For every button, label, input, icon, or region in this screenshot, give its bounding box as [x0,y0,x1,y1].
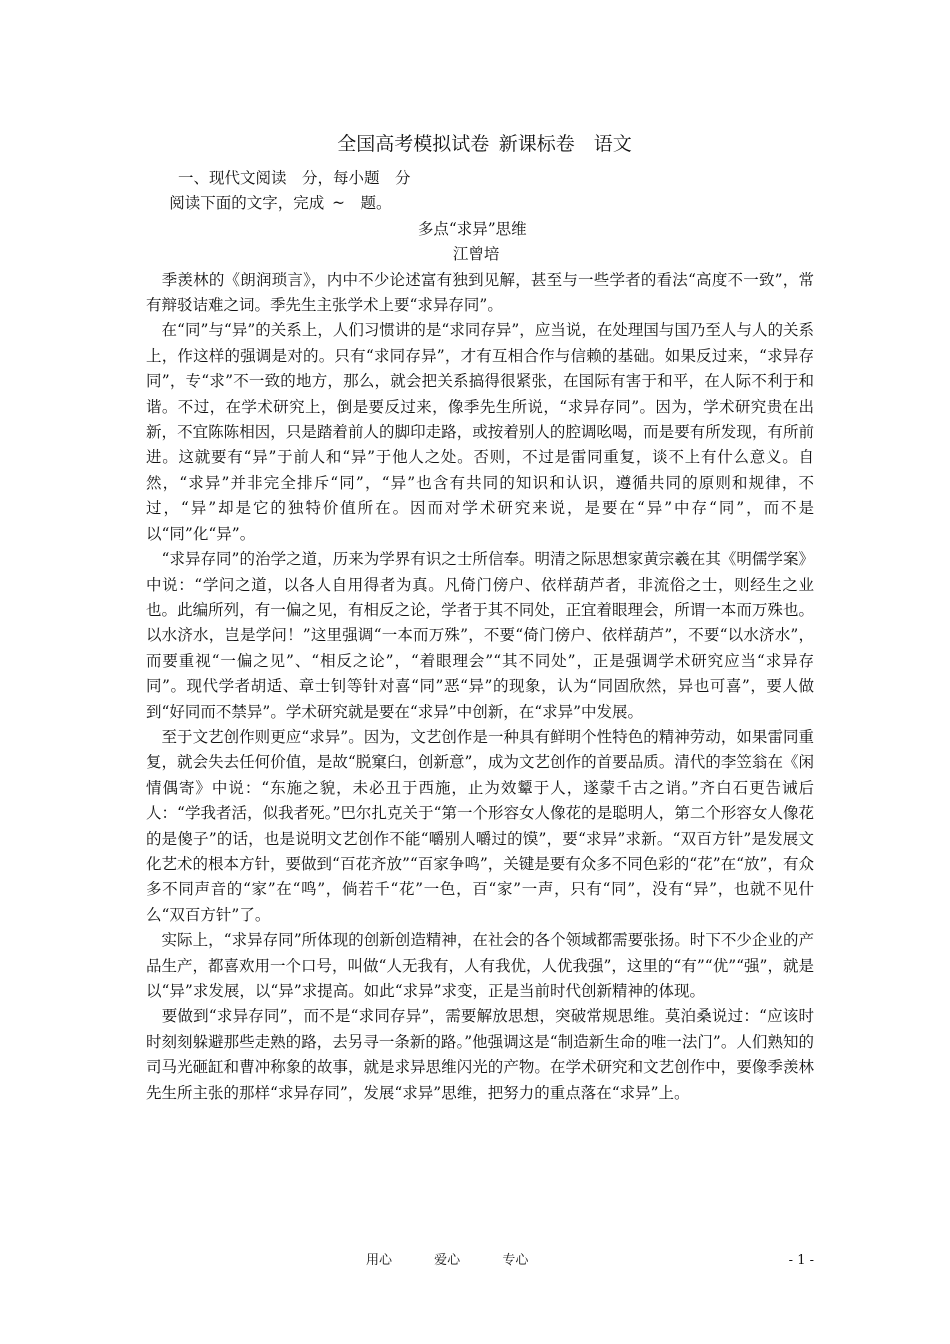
paragraph-2: 在“同”与“异”的关系上，人们习惯讲的是“求同存异”，应当说，在处理国与国乃至人与人的关系上，作这样的强调是对的。只有“求同存异”，才有互相合作与信赖的基础。如果反过来，“求异存同”，专“求”不一致的地方，那么，就会把关系搞得很紧张，在国际有害于和平，在人际不利于和谐。不过，在学术研究上，倒是要反过来，像季先生所说，“求异存同”。因为，学术研究贵在出新，不宜陈陈相因，只是踏着前人的脚印走路，或按着别人的腔调吆喝，而是要有所发现，有所前进。这就要有“异”于前人和“异”于他人之处。否则，不过是雷同重复，谈不上有什么意义。自然，“求异”并非完全排斥“同”，“异”也含有共同的知识和认识，遵循共同的原则和规律，不过，“异”却是它的独特价值所在。因而对学术研究来说，是要在“异”中存“同”，而不是以“同”化“异”。 [146,321,814,543]
reading-instruction: 阅读下面的文字，完成 ~ 题。 [146,194,407,213]
footer-motto-word: 专心 [502,1253,529,1268]
section-heading: 一、现代文阅读 分，每小题 分 [178,169,434,187]
page-number: - 1 - [788,1253,814,1268]
paragraph-4: 至于文艺创作则更应“求异”。因为，文艺创作是一种具有鲜明个性特色的精神劳动，如果雷同重复，就会失去任何价值，是故“脱窠臼，创新意”，成为文艺创作的首要品质。清代的李笠翁在《闲情偶寄》中说：“东施之貌，未必丑于西施，止为效颦于人，遂蒙千古之诮。”齐白石更告诫后人：“学我者活，似我者死。”巴尔扎克关于“第一个形容女人像花的是聪明人，第二个形容女人像花的是傻子”的话，也是说明文艺创作不能“嚼别人嚼过的馍”，要“求异”求新。“双百方针”是发展文化艺术的根本方针，要做到“百花齐放”“百家争鸣”，关键是要有众多不同色彩的“花”在“放”，有众多不同声音的“家”在“鸣”，倘若千“花”一色，百“家”一声，只有“同”，没有“异”，也就不见什么“双百方针”了。 [146,727,814,924]
paragraph-5: 实际上，“求异存同”所体现的创新创造精神，在社会的各个领域都需要张扬。时下不少企业的产品生产，都喜欢用一个口号，叫做“人无我有，人有我优，人优我强”，这里的“有”“优”“强”，就是以“异”求发展，以“异”求提高。如此“求异”求变，正是当前时代创新精神的体现。 [146,931,814,1000]
footer-motto-word: 用心 [366,1253,393,1268]
article-author: 江曾培 [452,245,508,264]
paragraph-6: 要做到“求异存同”，而不是“求同存异”，需要解放思想，突破常规思维。莫泊桑说过：“应该时时刻刻躲避那些走熟的路，去另寻一条新的路。”他强调这是“制造新生命的唯一法门”。人们熟知的司马光砸缸和曹冲称象的故事，就是求异思维闪光的产物。在学术研究和文艺创作中，要像季羡林先生所主张的那样“求异存同”，发展“求异”思维，把努力的重点落在“求异”上。 [146,1007,814,1102]
footer-motto [366,1249,566,1273]
exam-title: 全国高考模拟试卷 新课标卷 语文 [308,133,642,155]
page-footer [0,1249,950,1273]
document-body [146,166,814,1106]
paragraph-3: “求异存同”的治学之道，历来为学界有识之士所信奉。明清之际思想家黄宗羲在其《明儒学案》中说：“学问之道，以各人自用得者为真。凡倚门傍户、依样葫芦者，非流俗之士，则经生之业也。此编所列，有一偏之见，有相反之论，学者于其不同处，正宜着眼理会，所谓一本而万殊也。以水济水，岂是学问！”这里强调“一本而万殊”，不要“倚门傍户、依样葫芦”，不要“以水济水”，而要重视“一偏之见”、“相反之论”，“着眼理会”“其不同处”，正是强调学术研究应当“求异存同”。现代学者胡适、章士钊等针对喜“同”恶“异”的现象，认为“同固欣然，异也可喜”，要人做到“好同而不禁异”。学术研究就是要在“求异”中创新，在“求异”中发展。 [146,550,814,721]
footer-motto-word: 爱心 [434,1253,461,1268]
article-title: 多点“求异”思维 [417,219,543,238]
paragraph-1: 季羡林的《朗润琐言》，内中不少论述富有独到见解，甚至与一些学者的看法“高度不一致”，常有辩驳诘难之词。季先生主张学术上要“求异存同”。 [146,270,814,315]
